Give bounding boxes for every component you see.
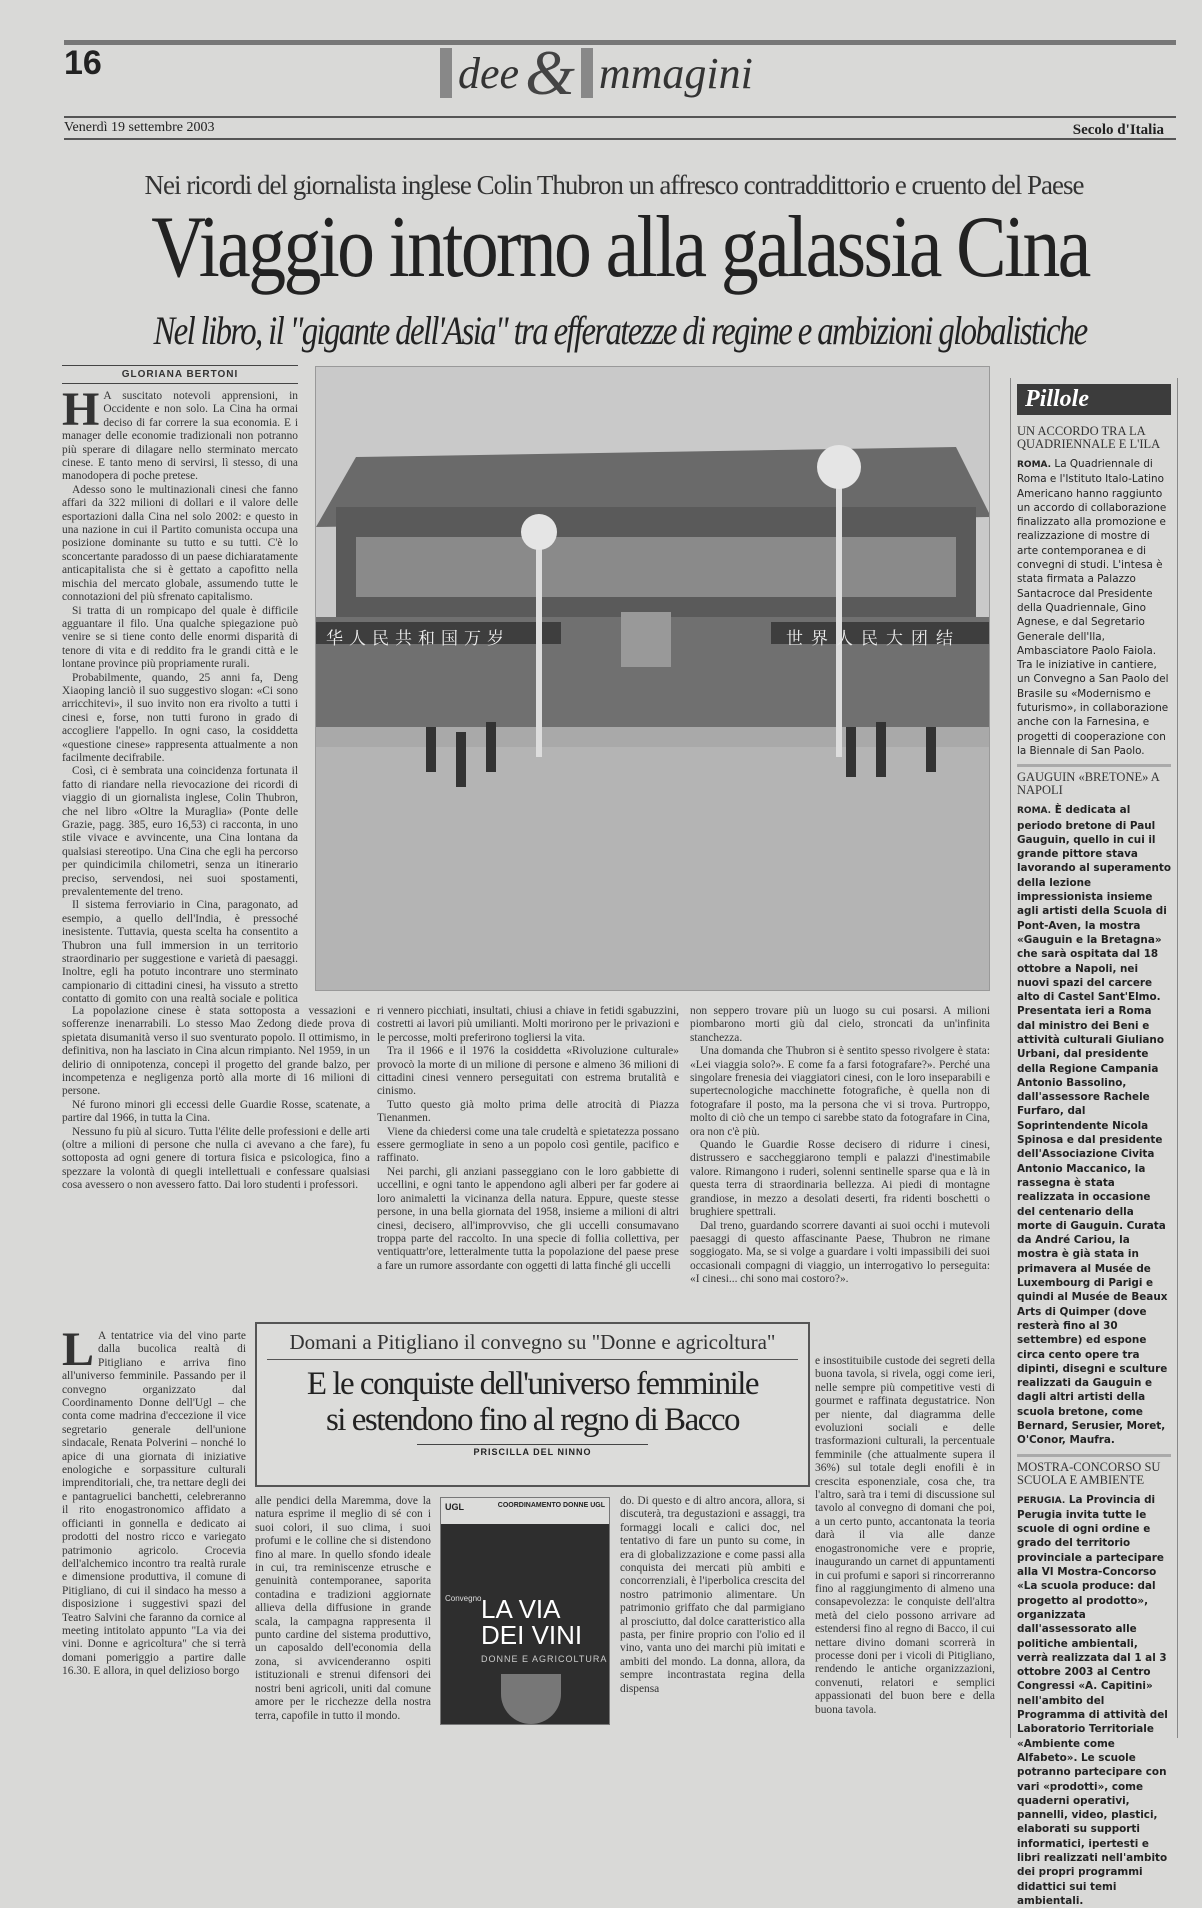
paragraph: A tentatrice via del vino parte dalla bucolica realtà di Pitigliano e arriva fino all'universo femminile. Passando per il convegno organizzato dal Coordinamento Donne dell'Ugl – che conta come madrina d'eccezione il vice segretario generale dell'unione sindacale, Renata Polverini – nonché lo apice di una giornata di iniziative enologiche e sorpassiture culturali imprenditoriali, che, tra nettare degli dei e pantagruelici banchetti, celebreranno il rito enogastronomico affidato a officianti in gonnella e dedicato ai prodotti del nostro ricco e variegato patrimonio agricolo. Crocevia dell'alchemico incontro tra realtà rurale e dimensione produttiva, il comune di Pitigliano, di cui il sindaco ha messo a disposizione i suggestivi spazi del Teatro Salvini che faranno da cornice al meeting intitolato appunto "La via dei vini. Donne e agricoltura" che si terrà domani pomeriggio a partire dalle 16.30. E allora, in quel delizioso borgo [62, 1330, 246, 1678]
paragraph: Dal treno, guardando scorrere davanti ai suoi occhi i mutevoli paesaggi di questo affascinante Paese, Thubron ne rimane soggiogato. Ma, se si volge a guardare i volti impassibili dei suoi occasionali compagni di viaggio, un interrogativo lo perseguita: «I cinesi... chi sono mai costoro?». [690, 1219, 990, 1286]
ad-org: COORDINAMENTO DONNE UGL [497, 1502, 605, 1509]
wine-conference-ad [440, 1497, 610, 1725]
paragraph: Quando le Guardie Rosse decisero di ridurre i cinesi, distrussero e saccheggiarono templi e palazzi d'inestimabile valore. Rimangono i ruderi, solenni sentinelle sparse qua e là in questa terra di straordinaria bellezza. Ai piedi di montagne grandiose, in mezzo a desolati deserti, fra ridenti boschetti o brughiere spettrali. [690, 1139, 990, 1219]
sidebar-item-body: La Quadriennale di Roma e l'Istituto Italo-Latino Americano hanno raggiunto un accordo di collaborazione finalizzato alla promozione e realizzazione di mostre di arte contemporanea e di convegni di studi. L'intesa è stata firmata a Palazzo Santacroce dal Presidente della Quadriennale, Gino Agnese, e dal Segretario Generale dell'Ila, Ambasciatore Paolo Faiola. Tra le iniziative in cantiere, un Convegno a San Paolo del Brasile su «Modernismo e futurismo», in collaborazione anche con la Farnesina, e progetti di cooperazione con la Biennale di San Paolo. [1017, 458, 1169, 757]
paragraph: Nessuno fu più al sicuro. Tutta l'élite delle professioni e delle arti (oltre a milioni di persone che nulla ci avevano a che fare), fu sottoposta ad ogni genere di tortura fisica e psicologica, fino a spezzare la volontà di quegli intellettuali e confessare qualsiasi cosa avessero o non avessero fatto. Dai loro studenti i professori. [62, 1125, 370, 1192]
secondary-title-line-2: si estendono fino al regno di Bacco [325, 1402, 740, 1438]
secondary-title-line-1: E le conquiste dell'universo femminile [306, 1366, 759, 1402]
paragraph: Nei parchi, gli anziani passeggiano con le loro gabbiette di uccellini, e ogni tanto le appendono agli alberi per far godere ai loro animaletti la vicinanza della natura. Eppure, queste stesse persone, in una bella giornata del 1958, insieme a milioni di altri cinesi, decisero, all'improvviso, che gli uccelli consumavano troppa parte del raccolto. In una specie di follia collettiva, per ventiquattr'ore, letteralmente tutta la popolazione del paese prese a fare un rumore assordante con oggetti di latta finché gli uccelli [377, 1165, 679, 1272]
masthead-word-2: mmagini [598, 48, 753, 98]
paragraph: Così, ci è sembrata una coincidenza fortunata il fatto di riandare nella rievocazione dei ricordi di viaggio di un giornalista inglese, Colin Thubron, che nel libro «Oltre la Muraglia» (Ponte delle Grazie, pagg. 385, euro 16,53) ci racconta, in uno stile vivace e avvincente, una Cina lontana da qualsiasi stereotipo. Una Cina che egli ha percorso per quindicimila chilometri, senza un itinerario preciso, servendosi, nei suoi spostamenti, prevalentemente del treno. [62, 765, 298, 899]
article-column-1-continued [62, 1005, 370, 1305]
wine-glass-icon [501, 1674, 561, 1724]
drop-cap: L [62, 1330, 95, 1376]
paragraph: non seppero trovare più un luogo su cui posarsi. A milioni piombarono morti giù dal cielo, stroncati da un'infinita stanchezza. [690, 1005, 990, 1044]
sidebar-item-heading: GAUGUIN «BRETONE» A NAPOLI [1017, 764, 1171, 797]
secondary-column-2 [255, 1495, 431, 1740]
ad-header [441, 1498, 609, 1524]
dateline: ROMA. [1017, 460, 1052, 470]
paragraph: Probabilmente, quando, 25 anni fa, Deng Xiaoping lanciò il suo suggestivo slogan: «Ci sono arricchitevi», il suo invito non era rivolto a tutti i cinesi e, forse, non tutti furono in grado di accogliere l'appello. In ogni caso, la cosiddetta «questione cinese» rappresenta attualmente a non facilmente decifrabile. [62, 671, 298, 764]
secondary-column-4 [815, 1355, 995, 1740]
masthead-word-1: dee [458, 48, 520, 98]
sidebar-item-body: È dedicata al periodo bretone di Paul Gauguin, quello in cui il grande pittore stava lavorando al superamento della lezione impressionista insieme agli artisti della Scuola di Pont-Aven, la mostra «Gauguin e la Bretagna» che sarà ospitata dal 18 ottobre a Napoli, nei nuovi spazi del carcere alto di Castel Sant'Elmo. Presentata ieri a Roma dal ministro dei Beni e attività culturali Giuliano Urbani, dal presidente della Regione Campania Antonio Bassolino, dall'assessore Rachele Furfaro, dal Soprintendente Nicola Spinosa e dal presidente dell'Associazione Civita Antonio Maccanico, la rassegna è stata realizzata in occasione del centenario della morte di Gauguin. Curata da André Cariou, la mostra è già stata in primavera al Musée de Luxembourg di Parigi e quindi al Musée de Beaux Arts di Quimper (dove resterà fino al 30 settembre) ed espone circa cento opere tra dipinti, disegni e sculture realizzati da Gauguin e dagli altri artisti della scuola bretone, come Bernard, Serusier, Moret, O'Conor, Maufra. [1017, 804, 1171, 1447]
photo-banner-left: 华人民共和国万岁 [326, 629, 510, 648]
tiananmen-photo [315, 366, 990, 991]
header-rule [64, 116, 1176, 118]
photo-banner-right: 世界人民大团结 [786, 629, 961, 648]
sidebar-item-body: La Provincia di Perugia invita tutte le scuole di ogni ordine e grado del territorio provinciale a partecipare alla VI Mostra-Concorso «La scuola produce: dal progetto al prodotto», organizzata dall'assessorato alle politiche ambientali, verrà realizzata dal 1 al 3 ottobre 2003 al Centro Congressi «A. Capitini» nell'ambito del Programma di attività del Laboratorio Territoriale «Ambiente come Alfabeto». Le scuole potranno partecipare con vari «prodotti», come quaderni operativi, pannelli, video, plastici, elaborati su supporti informatici, ipertesti e libri realizzati nell'ambito dei propri programmi didattici sui temi ambientali. [1017, 1493, 1168, 1907]
article-column-2 [377, 1005, 679, 1305]
pillole-sidebar [1010, 378, 1178, 1907]
byline: GLORIANA BERTONI [62, 365, 298, 384]
paragraph: Si tratta di un rompicapo del quale è difficile agguantare il filo. Una qualche spiegazione può venire se si tiene conto delle enormi disparità di tenore di vita e di reddito fra le grandi città e le lontane province più propriamente rurali. [62, 604, 298, 671]
article-column-3 [690, 1005, 990, 1305]
article-kicker: Nei ricordi del giornalista inglese Colin Thubron un affresco contraddittorio e cruento del Paese [144, 170, 1084, 200]
ad-title: LA VIA DEI VINI [481, 1594, 583, 1650]
secondary-kicker: Domani a Pitigliano il convegno su "Donne e agricoltura" [267, 1330, 798, 1360]
secondary-article-header [255, 1322, 810, 1487]
sidebar-item-text [1017, 1493, 1171, 1908]
paragraph: do. Di questo e di altro ancora, allora, si discuterà, tra degustazioni e assaggi, tra formaggi locali e calici doc, nel tentativo di fare un punto su come, in era di globalizzazione e come passi alla conquista dei mercati più ambiti e concorrenziali, è l'iperbolica crescita del nostro patrimonio alimentare. Un patrimonio griffato che dal parmigiano al prosciutto, dal dolce caratteristico alla pasta, per finire proprio con l'olio ed il vino, vanta uno dei marchi più imitati e ambiti del mondo. La donna, allora, da sempre incontrastata regina della dispensa [620, 1495, 805, 1695]
sidebar-item-text [1017, 803, 1171, 1447]
masthead-bar-decoration [581, 48, 593, 98]
article-subtitle: Nel libro, il "gigante dell'Asia" tra efferatezze di regime e ambizioni globalistiche [153, 308, 1087, 353]
secondary-column-3 [620, 1495, 805, 1740]
masthead-bar-decoration [440, 48, 452, 98]
issue-date: Venerdì 19 settembre 2003 [64, 120, 215, 135]
section-masthead [440, 36, 753, 110]
paragraph: Il sistema ferroviario in Cina, paragonato, ad esempio, a quello dell'India, è pressoché inesistente. Tuttavia, questa scelta ha consentito a Thubron una full immersion in un territorio straordinario per suggestione e varietà di paesaggi. Inoltre, egli ha potuto incontrare uno sterminato campionario di cittadini cinesi, ha vissuto a stretto contatto di gomito con una realtà sociale e politica [62, 899, 298, 1005]
photo-illustration [316, 367, 990, 991]
paragraph: Né furono minori gli eccessi delle Guardie Rosse, scatenate, a partire dal 1966, in tutta la Cina. [62, 1098, 370, 1125]
masthead-ampersand: & [525, 37, 575, 108]
sidebar-title: Pillole [1017, 384, 1171, 415]
newspaper-name: Secolo d'Italia [1072, 122, 1164, 138]
sidebar-item-heading: MOSTRA-CONCORSO SU SCUOLA E AMBIENTE [1017, 1454, 1171, 1487]
ad-brand: UGL [445, 1502, 464, 1512]
ad-subtitle: DONNE E AGRICOLTURA [481, 1654, 608, 1664]
ad-side-label: Convegno [445, 1594, 482, 1603]
secondary-byline: PRISCILLA DEL NINNO [417, 1444, 648, 1457]
paragraph: Viene da chiedersi come una tale crudeltà e spietatezza possano essere germogliate in seno a un popolo così gentile, pacifico e raffinato. [377, 1125, 679, 1165]
paragraph: ri vennero picchiati, insultati, chiusi a chiave in fetidi sgabuzzini, costretti ai lavori più umilianti. Molti morirono per le privazioni e le percosse, molti preferirono togliersi la vita. [377, 1005, 679, 1044]
sidebar-item-heading: UN ACCORDO TRA LA QUADRIENNALE E L'ILA [1017, 424, 1161, 451]
paragraph: alle pendici della Maremma, dove la natura esprime il meglio di sé con i suoi colori, il suo clima, i suoi profumi e le colline che si distendono fino al mare. In quello sfondo ideale in cui, tra reminiscenze etrusche e genuinità contemporanee, saporita contadina e tradizioni aggiornate allieva della diffusione in grande scala, la campagna rappresenta il punto cardine del sistema produttivo, un caposaldo dell'economia della zona, si avvicenderanno ospiti istituzionali e strenui difensori dei nostri beni agricoli, uniti dal comune amore per le ricchezze della nostra terra, capofile in tutto il mondo. [255, 1495, 431, 1722]
paragraph: Adesso sono le multinazionali cinesi che fanno affari da 322 milioni di dollari e il valore delle esportazioni dalla Cina nel solo 2002: e questo in una nazione in cui il Partito comunista occupa una posizione dominante su tutto e su tutti. C'è lo sconcertante paradosso di un paese dichiaratamente anticapitalista che si è gettato a capofitto nella mischia del mercato globale, assumendo tutte le connotazioni del più sfrenato capitalismo. [62, 483, 298, 604]
article-title: Viaggio intorno alla galassia Cina [151, 199, 1089, 296]
paragraph: A suscitato notevoli apprensioni, in Occidente e non solo. La Cina ha ormai deciso di far correre la sua economia. E i manager delle economie tradizionali non potranno più sperare di dilagare nello sterminato mercato cinese. E tanto meno di servirsi, lì stesso, di una manodopera di poche pretese. [62, 390, 298, 483]
paragraph: Tra il 1966 e il 1976 la cosiddetta «Rivoluzione culturale» provocò la morte di un milione di persone e almeno 36 milioni di cittadini cinesi vennero perseguitati con estrema brutalità e cinismo. [377, 1045, 679, 1098]
paragraph: La popolazione cinese è stata sottoposta a vessazioni e sofferenze inenarrabili. Lo stesso Mao Zedong diede prova di spietata disumanità verso il suo sventurato popolo. Il ottimismo, in definitiva, non ha lasciato in Cina alcun rimpianto. Nel 1959, in un delirio di onnipotenza, concepì il progetto del grande balzo, per incompetenza e negligenza portò alla morte di 16 milioni di persone. [62, 1005, 370, 1098]
drop-cap: H [62, 383, 100, 436]
dateline: ROMA. [1017, 806, 1052, 817]
paragraph: e insostituibile custode dei segreti della buona tavola, si rivela, oggi come ieri, nelle sempre più competitive vesti di gourmet e raffinata degustatrice. Non per niente, dal diagramma delle evoluzioni sociali e delle trasformazioni culturali, la percentuale femminile (che attualmente supera il 36%) sul totale degli enofili è in crescita esponenziale, cosa che, tra l'altro, sarà tra i temi di discussione sul tavolo al convegno di domani che poi, a un certo punto, accantonata la teoria darà il via alle danze enogastronomiche vere e proprie, inaugurando un carnet di appuntamenti in cui profumi e sapori si rincorreranno fino al raggiungimento di almeno una consapevolezza: le conquiste dell'altra metà del cielo possono arrivare ad estendersi fino al regno di Bacco, il cui nettare divino domani scorrerà in processe doni per i vicoli di Pitigliano, rendendo le antiche organizzazioni, convenuti, relatori e semplici appassionati del buon bere e della buona tavola. [815, 1355, 995, 1716]
dateline: PERUGIA. [1017, 1495, 1066, 1506]
paragraph: Tutto questo già molto prima delle atrocità di Piazza Tienanmen. [377, 1098, 679, 1125]
header-rule-bottom [64, 138, 1176, 140]
secondary-column-1 [62, 1330, 246, 1740]
page-number: 16 [64, 44, 102, 82]
paragraph: Una domanda che Thubron si è sentito spesso rivolgere è stata: «Lei viaggia solo?». E come fa a farsi fotografare?». Perché una singolare frenesia dei viaggiatori cinesi, con le loro inseparabili e supertecnologiche macchinette fotografiche, è quella non di fotografare il posto, ma la persona che vi si trova. Purtroppo, molto di ciò che un tempo ci sarebbe stato da fotografare in Cina, ora non c'è più. [690, 1045, 990, 1138]
article-column-1 [62, 365, 298, 1005]
sidebar-item-text [1017, 457, 1171, 758]
